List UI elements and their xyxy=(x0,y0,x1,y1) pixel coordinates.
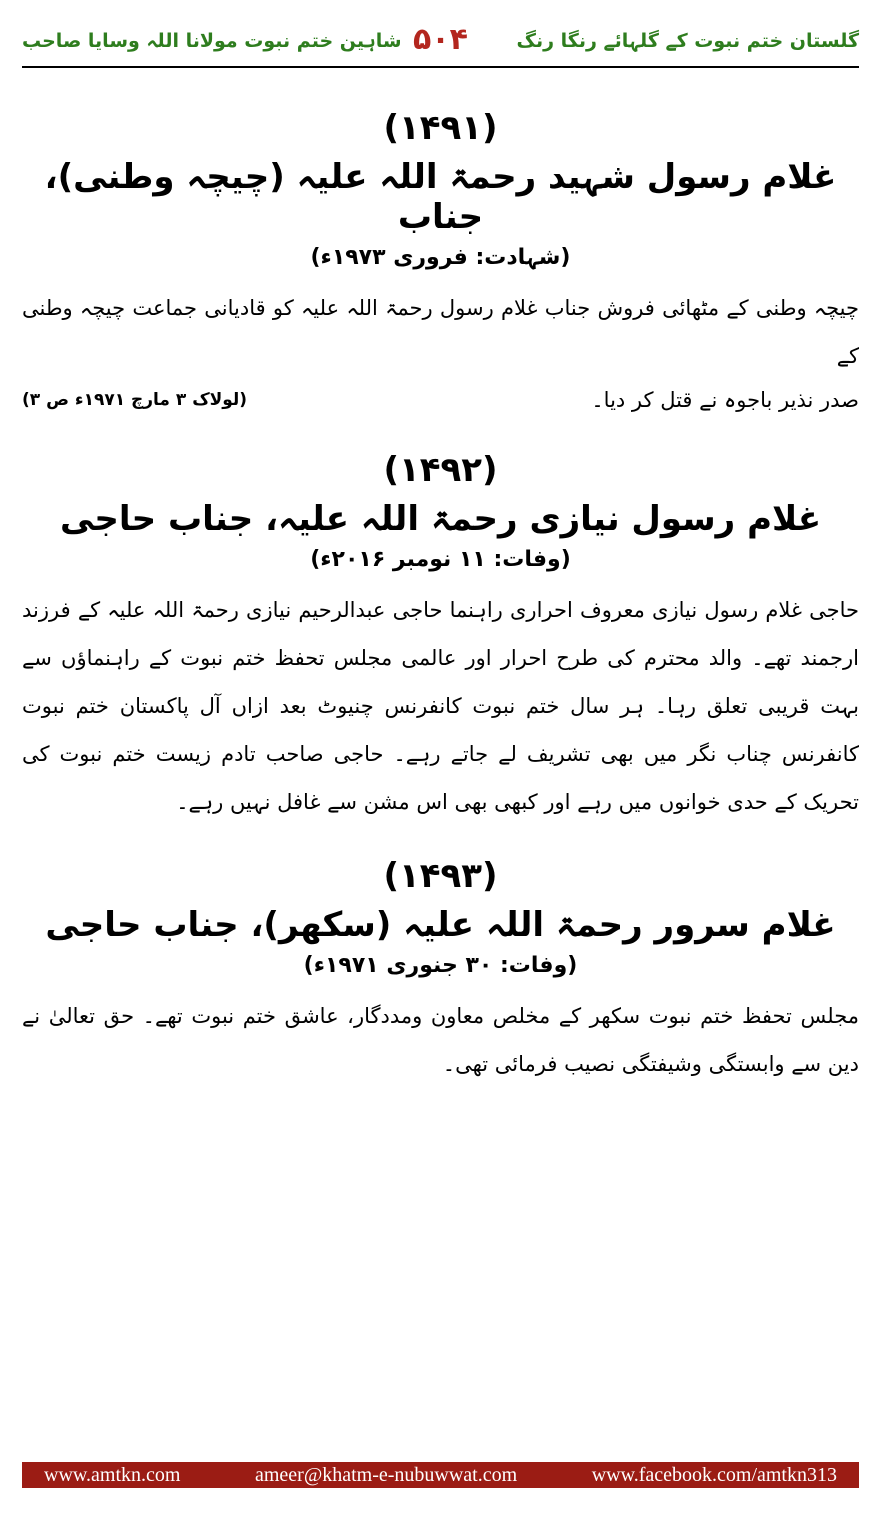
entry-number: (۱۴۹۲) xyxy=(383,450,498,490)
entry-title: غلام رسول شہید رحمۃ اللہ علیہ (چیچہ وطنی)، جناب xyxy=(44,157,837,237)
page-content xyxy=(22,80,859,1088)
entry-1491 xyxy=(22,108,859,420)
entry-date: (شہادت: فروری ۱۹۷۳ء) xyxy=(310,245,571,270)
entry-date: (وفات: ۱۱ نومبر ۲۰۱۶ء) xyxy=(310,547,571,572)
page-footer xyxy=(22,1462,859,1488)
reference: (لولاک ۳ مارچ ۱۹۷۱ء ص ۳) xyxy=(22,390,248,410)
entry-1493 xyxy=(22,856,859,1088)
header-divider xyxy=(22,66,859,68)
entry-1492 xyxy=(22,450,859,826)
author-name: شاہین ختم نبوت مولانا اللہ وسایا صاحب xyxy=(22,30,402,52)
email-link[interactable]: ameer@khatm-e-nubuwwat.com xyxy=(254,1463,518,1486)
entry-number: (۱۴۹۱) xyxy=(383,108,498,148)
entry-paragraph: چیچہ وطنی کے مٹھائی فروش جناب غلام رسول رحمۃ اللہ علیہ کو قادیانی جماعت چیچہ وطنی کے xyxy=(22,296,859,368)
paragraph-last-line: صدر نذیر باجوہ نے قتل کر دیا۔ xyxy=(591,388,859,412)
page-number: ۵۰۴ xyxy=(413,22,468,57)
page-header xyxy=(22,22,859,64)
entry-title: غلام رسول نیازی رحمۃ اللہ علیہ، جناب حاجی xyxy=(59,499,822,539)
website-link[interactable]: www.amtkn.com xyxy=(44,1463,181,1486)
entry-paragraph-end xyxy=(22,380,859,420)
entry-paragraph: حاجی غلام رسول نیازی معروف احراری راہنما حاجی عبدالرحیم نیازی رحمۃ اللہ علیہ کے فرزند ارجمند تھے۔ والد محترم کی طرح احرار اور عالمی مجلس تحفظ ختم نبوت کے راہنماؤں سے بہت قریبی تعلق رہا۔ ہر سال ختم نبوت کانفرنس چنیوٹ بعد ازاں آل پاکستان ختم نبوت کانفرنس چناب نگر میں بھی تشریف لے جاتے رہے۔ حاجی صاحب تادم زیست ختم نبوت کی تحریک کے حدی خوانوں میں رہے اور کبھی بھی اس مشن سے غافل نہیں رہے۔ xyxy=(22,598,859,814)
entry-number: (۱۴۹۳) xyxy=(383,856,498,896)
book-title: گلستان ختم نبوت کے گلہائے رنگا رنگ xyxy=(516,30,859,52)
facebook-link[interactable]: www.facebook.com/amtkn313 xyxy=(591,1463,837,1486)
entry-title: غلام سرور رحمۃ اللہ علیہ (سکھر)، جناب حاجی xyxy=(45,905,836,945)
entry-date: (وفات: ۳۰ جنوری ۱۹۷۱ء) xyxy=(303,953,578,978)
entry-paragraph: مجلس تحفظ ختم نبوت سکھر کے مخلص معاون ومددگار، عاشق ختم نبوت تھے۔ حق تعالیٰ نے دین سے وابستگی وشیفتگی نصیب فرمائی تھی۔ xyxy=(22,1004,859,1076)
